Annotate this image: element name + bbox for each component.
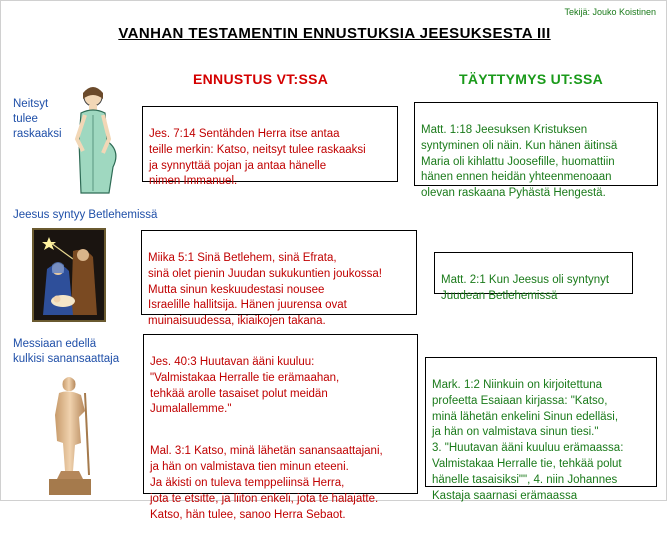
prophecy-box-2 (141, 230, 417, 328)
prophecy-text: Miika 5:1 Sinä Betlehem, sinä Efrata, sinä olet pienin Juudan sukukuntien joukossa! Mutta sinun keskuudestasi nousee Israelille hallitsija. Hänen juurensa ovat muinaisuudessa, ikiaikojen takana. (148, 251, 382, 328)
prophecy-text: Mal. 3:1 Katso, minä lähetän sanansaattajani, ja hän on valmistava tien minun eteeni. Ja äkisti on tuleva temppeliinsä Herra, jota te etsitte, ja liiton enkeli, jota te halajatte. Katso, hän tulee, sanoo Herra Sebaot. (150, 445, 383, 521)
nativity-scene-icon (33, 229, 105, 321)
prophecy-box-3 (143, 334, 418, 521)
fulfillment-box-2 (434, 252, 633, 302)
fulfillment-box-3 (425, 357, 657, 502)
john-the-baptist-statue (39, 371, 99, 499)
fulfillment-box-1 (414, 102, 658, 200)
column-heading-fulfillment: TÄYTTYMYS UT:SSA (459, 71, 604, 87)
fulfillment-text: Mark. 1:2 Niinkuin on kirjoitettuna profeetta Esaiaan kirjassa: "Katso, minä lähetän enkelini Sinun edelläsi, ja hän on valmistava sinun tiesi." 3. "Huutavan ääni kuuluu erämaassa: Valmistakaa Herralle tie, tehkää polut hänelle tasaisiksi"", 4. niin Johannes Kastaja saarnasi erämaassa (432, 378, 624, 502)
prophecy-box-1 (142, 106, 398, 188)
row-label-messenger: Messiaan edellä kulkisi sanansaattaja (13, 338, 120, 365)
row-label-bethlehem: Jeesus syntyy Betlehemissä (13, 209, 158, 221)
prophecy-text: Jes. 40:3 Huutavan ääni kuuluu: "Valmistakaa Herralle tie erämaahan, tehkää arolle tasaiset polut meidän Jumalallemme." (150, 355, 340, 416)
author-credit: Tekijä: Jouko Koistinen (564, 7, 656, 17)
column-heading-prophecy: ENNUSTUS VT:SSA (193, 71, 329, 87)
slide-title: VANHAN TESTAMENTIN ENNUSTUKSIA JEESUKSESTA III (118, 25, 551, 42)
pregnant-woman-clipart (63, 81, 125, 199)
fulfillment-text: Matt. 2:1 Kun Jeesus oli syntynyt Juudean Betlehemissä (441, 273, 610, 302)
row-label-virgin: Neitsyt tulee raskaaksi (13, 98, 62, 140)
fulfillment-text: Matt. 1:18 Jeesuksen Kristuksen syntyminen oli näin. Kun hänen äitinsä Maria oli kihlattu Joosefille, huomattiin hänen ennen heidän yhteenmenoaan olevan raskaana Pyhästä Hengestä. (421, 123, 618, 200)
prophecy-text: Jes. 7:14 Sentähden Herra itse antaa teille merkin: Katso, neitsyt tulee raskaaksi ja synnyttää pojan ja antaa hänelle nimen Immanuel. (149, 127, 366, 188)
